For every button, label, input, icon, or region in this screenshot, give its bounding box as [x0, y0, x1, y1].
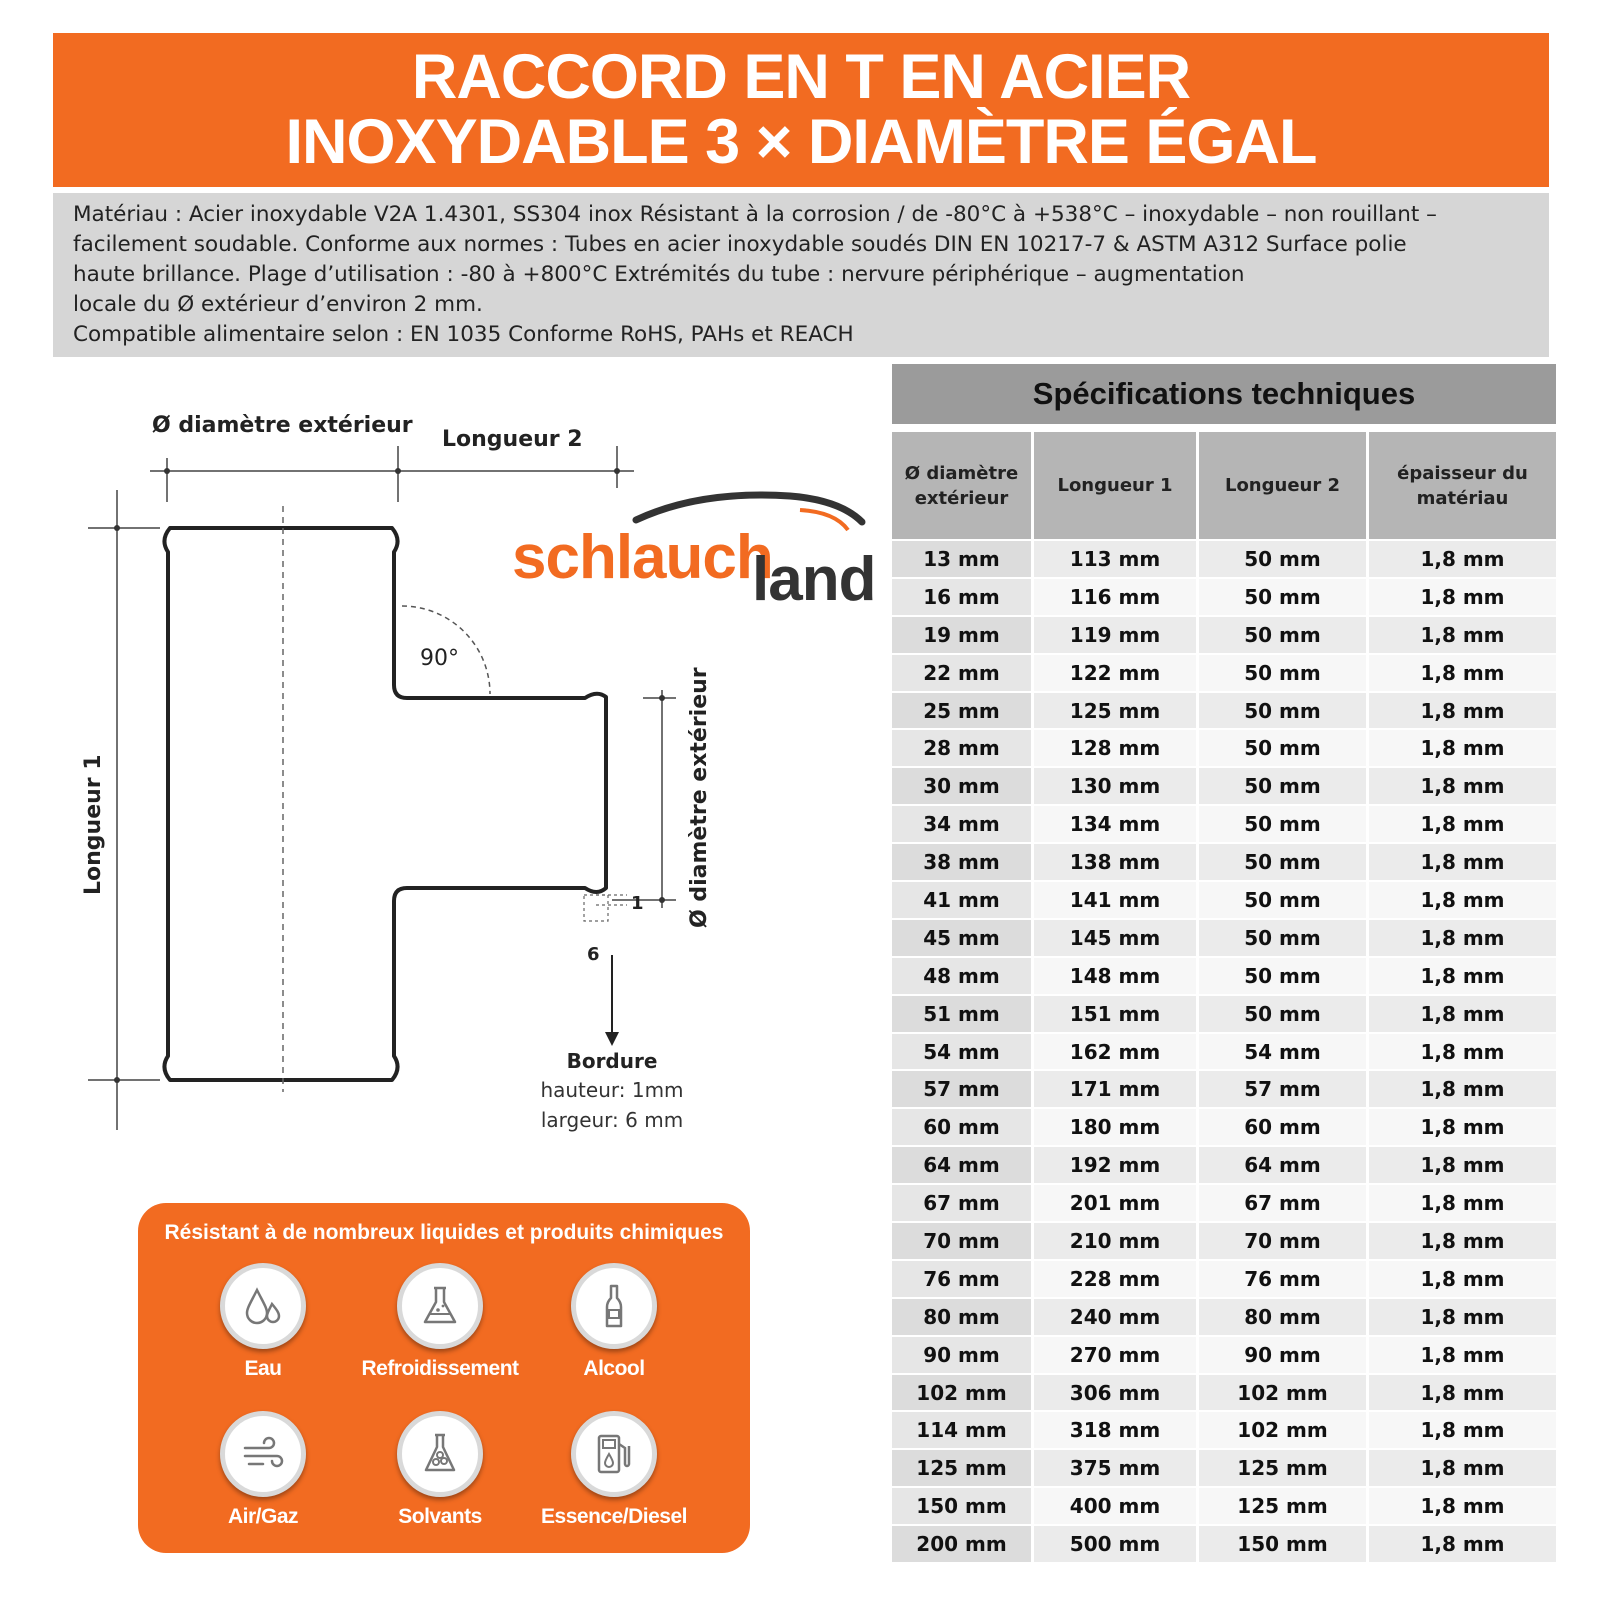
table-cell: 318 mm [1034, 1410, 1199, 1448]
table-cell: 1,8 mm [1369, 653, 1556, 691]
table-cell: 306 mm [1034, 1373, 1199, 1411]
length1-label: Longueur 1 [81, 754, 106, 895]
table-cell: 80 mm [892, 1297, 1034, 1335]
table-cell: 1,8 mm [1369, 842, 1556, 880]
table-cell: 1,8 mm [1369, 691, 1556, 729]
table-cell: 1,8 mm [1369, 1145, 1556, 1183]
title-line-2: INOXYDABLE 3 × DIAMÈTRE ÉGAL [285, 107, 1317, 177]
table-row [892, 1410, 1556, 1448]
table-cell: 13 mm [892, 539, 1034, 577]
chemical-label: Air/Gaz [227, 1505, 299, 1528]
table-row [892, 804, 1556, 842]
table-cell: 1,8 mm [1369, 956, 1556, 994]
chemical-label: Eau [244, 1357, 282, 1380]
table-cell: 270 mm [1034, 1335, 1199, 1373]
water-drops-icon [220, 1263, 306, 1349]
chemical-resistance-panel [138, 1203, 750, 1553]
table-cell: 150 mm [1199, 1524, 1369, 1562]
table-cell: 1,8 mm [1369, 1183, 1556, 1221]
table-cell: 1,8 mm [1369, 1486, 1556, 1524]
table-cell: 19 mm [892, 615, 1034, 653]
edge-title: Bordure [566, 1049, 658, 1073]
table-cell: 180 mm [1034, 1107, 1199, 1145]
chemical-label: Refroidissement [361, 1357, 519, 1380]
table-cell: 57 mm [1199, 1069, 1369, 1107]
table-cell: 210 mm [1034, 1221, 1199, 1259]
table-cell: 76 mm [1199, 1259, 1369, 1297]
table-cell: 50 mm [1199, 539, 1369, 577]
table-cell: 45 mm [892, 918, 1034, 956]
table-row [892, 918, 1556, 956]
table-cell: 119 mm [1034, 615, 1199, 653]
solvent-flask-icon [397, 1411, 483, 1497]
chemical-item-alcohol [524, 1263, 704, 1381]
table-cell: 60 mm [892, 1107, 1034, 1145]
outer-diameter-label-top: Ø diamètre extérieur [152, 413, 413, 438]
table-cell: 16 mm [892, 577, 1034, 615]
table-cell: 80 mm [1199, 1297, 1369, 1335]
table-cell: 1,8 mm [1369, 615, 1556, 653]
length2-label: Longueur 2 [442, 427, 583, 452]
table-cell: 54 mm [892, 1032, 1034, 1070]
specs-title-bar [892, 364, 1556, 424]
table-cell: 125 mm [892, 1448, 1034, 1486]
chemical-item-cooling [350, 1263, 530, 1381]
table-cell: 1,8 mm [1369, 1410, 1556, 1448]
specs-title: Spécifications techniques [1032, 376, 1416, 411]
table-cell: 54 mm [1199, 1032, 1369, 1070]
table-cell: 50 mm [1199, 615, 1369, 653]
chemical-item-solvents [350, 1411, 530, 1529]
table-cell: 76 mm [892, 1259, 1034, 1297]
table-cell: 50 mm [1199, 653, 1369, 691]
table-cell: 113 mm [1034, 539, 1199, 577]
table-cell: 50 mm [1199, 728, 1369, 766]
table-row [892, 1373, 1556, 1411]
chemical-resistance-title: Résistant à de nombreux liquides et produits chimiques [164, 1221, 724, 1244]
bead-width-dim: 6 [587, 944, 600, 965]
table-cell: 90 mm [892, 1335, 1034, 1373]
table-cell: 1,8 mm [1369, 1107, 1556, 1145]
table-cell: 64 mm [892, 1145, 1034, 1183]
table-row [892, 577, 1556, 615]
schlauchland-logo [512, 495, 875, 614]
table-cell: 114 mm [892, 1410, 1034, 1448]
table-cell: 125 mm [1199, 1448, 1369, 1486]
table-cell: 70 mm [892, 1221, 1034, 1259]
table-cell: 50 mm [1199, 994, 1369, 1032]
logo-text-orange: schlauch [512, 523, 773, 592]
table-cell: 1,8 mm [1369, 1221, 1556, 1259]
table-cell: 500 mm [1034, 1524, 1199, 1562]
table-row [892, 766, 1556, 804]
table-row [892, 956, 1556, 994]
table-cell: 1,8 mm [1369, 1335, 1556, 1373]
table-cell: 57 mm [892, 1069, 1034, 1107]
table-cell: 1,8 mm [1369, 728, 1556, 766]
table-cell: 162 mm [1034, 1032, 1199, 1070]
table-row [892, 1145, 1556, 1183]
table-cell: 122 mm [1034, 653, 1199, 691]
table-cell: 51 mm [892, 994, 1034, 1032]
table-row [892, 1524, 1556, 1562]
table-cell: 171 mm [1034, 1069, 1199, 1107]
table-cell: 41 mm [892, 880, 1034, 918]
title-line-1: RACCORD EN T EN ACIER [411, 42, 1191, 112]
table-cell: 28 mm [892, 728, 1034, 766]
table-cell: 1,8 mm [1369, 1032, 1556, 1070]
table-cell: 38 mm [892, 842, 1034, 880]
chemical-item-water [173, 1263, 353, 1381]
table-row [892, 615, 1556, 653]
table-row [892, 1486, 1556, 1524]
table-cell: 1,8 mm [1369, 994, 1556, 1032]
specs-header-row [892, 432, 1556, 539]
table-cell: 70 mm [1199, 1221, 1369, 1259]
chemical-label: Alcool [583, 1357, 645, 1380]
table-cell: 50 mm [1199, 956, 1369, 994]
table-cell: 102 mm [1199, 1410, 1369, 1448]
material-description [53, 193, 1549, 357]
table-cell: 25 mm [892, 691, 1034, 729]
description-line: Compatible alimentaire selon : EN 1035 Conforme RoHS, PAHs et REACH [73, 322, 854, 347]
page-title [53, 33, 1549, 187]
table-cell: 64 mm [1199, 1145, 1369, 1183]
edge-height: hauteur: 1mm [540, 1078, 684, 1102]
table-cell: 145 mm [1034, 918, 1199, 956]
table-cell: 50 mm [1199, 842, 1369, 880]
description-line: locale du Ø extérieur d’environ 2 mm. [73, 292, 483, 317]
table-cell: 1,8 mm [1369, 880, 1556, 918]
column-header-length1: Longueur 1 [1034, 432, 1199, 539]
table-row [892, 1032, 1556, 1070]
table-cell: 151 mm [1034, 994, 1199, 1032]
table-row [892, 1448, 1556, 1486]
description-line: Matériau : Acier inoxydable V2A 1.4301, SS304 inox Résistant à la corrosion / de -80°C à +538°C – inoxydable – non rouillant – [73, 202, 1437, 227]
table-cell: 1,8 mm [1369, 804, 1556, 842]
flask-icon [397, 1263, 483, 1349]
specs-table [892, 432, 1556, 1562]
table-cell: 50 mm [1199, 918, 1369, 956]
table-row [892, 539, 1556, 577]
edge-width: largeur: 6 mm [540, 1108, 684, 1132]
table-cell: 1,8 mm [1369, 1524, 1556, 1562]
table-cell: 125 mm [1199, 1486, 1369, 1524]
table-cell: 1,8 mm [1369, 1069, 1556, 1107]
table-cell: 50 mm [1199, 804, 1369, 842]
table-cell: 34 mm [892, 804, 1034, 842]
table-cell: 50 mm [1199, 577, 1369, 615]
table-cell: 48 mm [892, 956, 1034, 994]
wind-icon [220, 1411, 306, 1497]
table-cell: 1,8 mm [1369, 539, 1556, 577]
fuel-pump-icon [571, 1411, 657, 1497]
column-header-outer-diameter: Ø diamètre extérieur [892, 432, 1034, 539]
table-cell: 134 mm [1034, 804, 1199, 842]
angle-label: 90° [420, 646, 459, 671]
table-cell: 1,8 mm [1369, 577, 1556, 615]
table-cell: 1,8 mm [1369, 1373, 1556, 1411]
table-cell: 50 mm [1199, 880, 1369, 918]
table-cell: 1,8 mm [1369, 1448, 1556, 1486]
column-header-thickness: épaisseur du matériau [1369, 432, 1556, 539]
table-cell: 228 mm [1034, 1259, 1199, 1297]
table-cell: 130 mm [1034, 766, 1199, 804]
description-line: facilement soudable. Conforme aux normes : Tubes en acier inoxydable soudés DIN EN 10217-7 & ASTM A312 Surface polie [73, 232, 1407, 257]
table-cell: 1,8 mm [1369, 1297, 1556, 1335]
table-row [892, 653, 1556, 691]
table-cell: 375 mm [1034, 1448, 1199, 1486]
chemical-item-air-gas [173, 1411, 353, 1529]
table-cell: 240 mm [1034, 1297, 1199, 1335]
outer-diameter-label-side: Ø diamètre extérieur [687, 667, 712, 928]
table-row [892, 1259, 1556, 1297]
table-row [892, 1335, 1556, 1373]
table-row [892, 691, 1556, 729]
chemical-label: Essence/Diesel [541, 1505, 687, 1528]
table-cell: 200 mm [892, 1524, 1034, 1562]
table-row [892, 1069, 1556, 1107]
table-cell: 150 mm [892, 1486, 1034, 1524]
table-row [892, 1107, 1556, 1145]
logo-text-dark: land [752, 545, 876, 614]
table-cell: 1,8 mm [1369, 766, 1556, 804]
table-cell: 141 mm [1034, 880, 1199, 918]
table-cell: 1,8 mm [1369, 918, 1556, 956]
table-cell: 128 mm [1034, 728, 1199, 766]
table-cell: 50 mm [1199, 766, 1369, 804]
table-cell: 138 mm [1034, 842, 1199, 880]
table-cell: 67 mm [892, 1183, 1034, 1221]
bead-height-dim: 1 [631, 893, 644, 914]
table-row [892, 880, 1556, 918]
bottle-icon [571, 1263, 657, 1349]
column-header-length2: Longueur 2 [1199, 432, 1369, 539]
table-row [892, 728, 1556, 766]
chemical-label: Solvants [398, 1505, 482, 1528]
tee-fitting-drawing [60, 370, 880, 1140]
table-cell: 400 mm [1034, 1486, 1199, 1524]
table-cell: 30 mm [892, 766, 1034, 804]
table-cell: 67 mm [1199, 1183, 1369, 1221]
description-line: haute brillance. Plage d’utilisation : -80 à +800°C Extrémités du tube : nervure périphérique – augmentation [73, 262, 1245, 287]
table-row [892, 1183, 1556, 1221]
table-row [892, 842, 1556, 880]
chemical-item-fuel [524, 1411, 704, 1529]
table-cell: 1,8 mm [1369, 1259, 1556, 1297]
table-cell: 116 mm [1034, 577, 1199, 615]
table-cell: 201 mm [1034, 1183, 1199, 1221]
table-cell: 192 mm [1034, 1145, 1199, 1183]
table-cell: 50 mm [1199, 691, 1369, 729]
table-cell: 125 mm [1034, 691, 1199, 729]
table-row [892, 1297, 1556, 1335]
table-cell: 60 mm [1199, 1107, 1369, 1145]
table-cell: 102 mm [892, 1373, 1034, 1411]
table-row [892, 1221, 1556, 1259]
table-cell: 22 mm [892, 653, 1034, 691]
table-cell: 90 mm [1199, 1335, 1369, 1373]
table-row [892, 994, 1556, 1032]
table-cell: 102 mm [1199, 1373, 1369, 1411]
table-cell: 148 mm [1034, 956, 1199, 994]
